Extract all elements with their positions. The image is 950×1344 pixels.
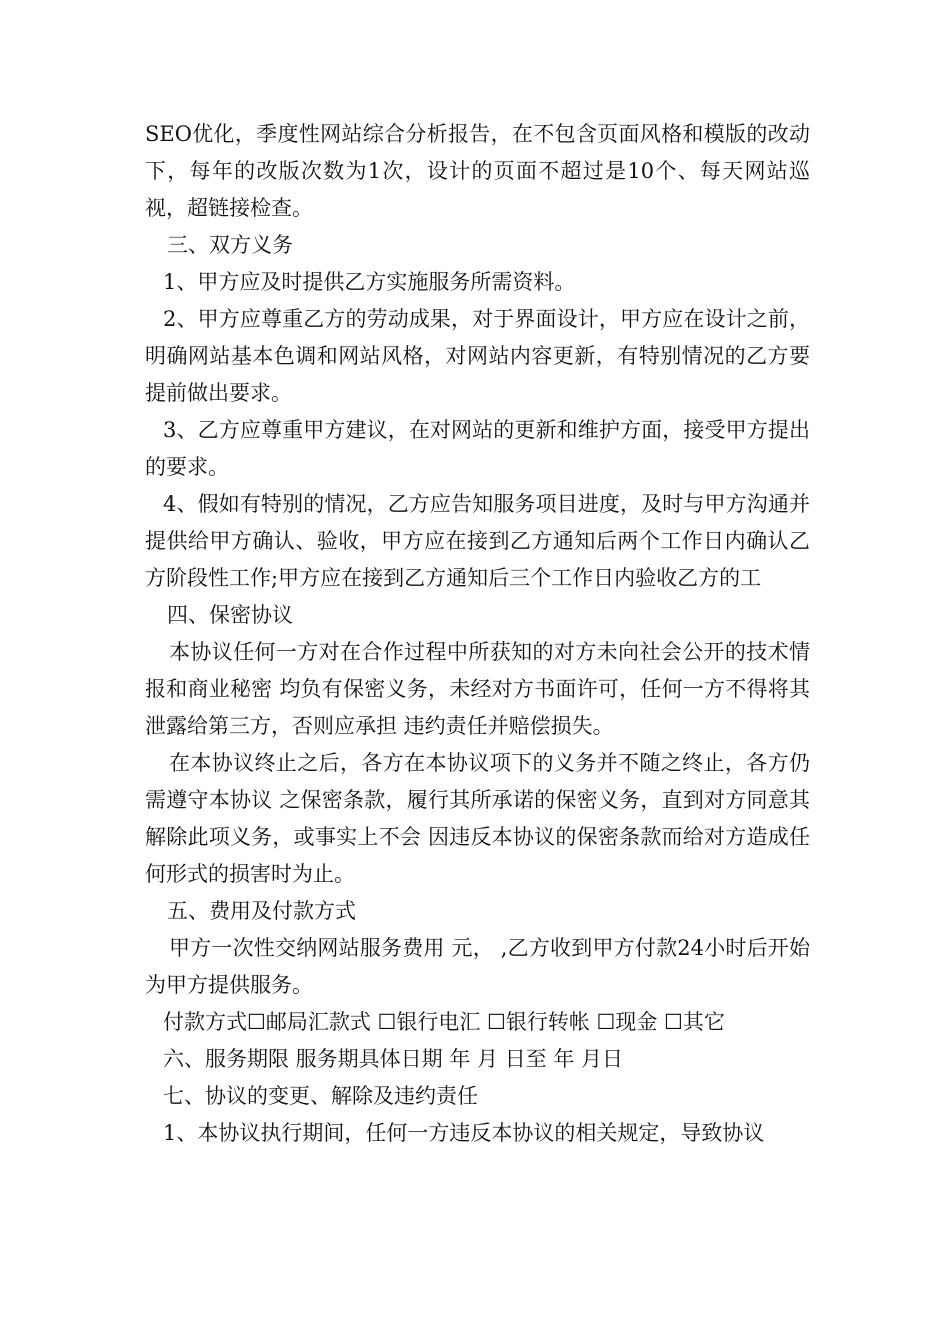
obligation-item-2: 2、甲方应尊重乙方的劳动成果，对于界面设计，甲方应在设计之前，明确网站基本色调和网站风格，对网站内容更新，有特别情况的乙方要提前做出要求。 <box>145 307 810 405</box>
heading-amendment-termination: 七、协议的变更、解除及违约责任 <box>163 1084 478 1108</box>
obligation-item-4: 4、假如有特别的情况，乙方应告知服务项目进度，及时与甲方沟通并提供给甲方确认、验收，甲方应在接到乙方通知后两个工作日内确认乙方阶段性工作;甲方应在接到乙方通知后三个工作日内验收乙方的工 <box>145 492 810 590</box>
paragraph-seo-service: SEO优化，季度性网站综合分析报告，在不包含页面风格和模版的改动下，每年的改版次数为1次，设计的页面不超过是10个、每天网站巡视，超链接检查。 <box>145 122 810 220</box>
confidentiality-paragraph-1: 本协议任何一方对在合作过程中所获知的对方未向社会公开的技术情报和商业秘密 均负有保密义务，未经对方书面许可，任何一方不得将其泄露给第三方，否则应承担 违约责任并赔偿损失。 <box>145 640 810 738</box>
obligation-item-1: 1、甲方应及时提供乙方实施服务所需资料。 <box>163 270 576 294</box>
document-body <box>145 116 810 1152</box>
heading-service-period: 六、服务期限 服务期具体日期 年 月 日至 年 月日 <box>163 1047 624 1071</box>
confidentiality-paragraph-2: 在本协议终止之后，各方在本协议项下的义务并不随之终止，各方仍需遵守本协议 之保密条款，履行其所承诺的保密义务，直到对方同意其解除此项义务，或事实上不会 因违反本协议的保密条款而给对方造成任何形式的损害时为止。 <box>145 751 810 886</box>
fees-paragraph: 甲方一次性交纳网站服务费用 元， ,乙方收到甲方付款24小时后开始为甲方提供服务。 <box>145 936 810 997</box>
heading-confidentiality: 四、保密协议 <box>167 603 293 627</box>
amendment-item-1: 1、本协议执行期间，任何一方违反本协议的相关规定，导致协议 <box>163 1121 765 1145</box>
heading-mutual-obligations: 三、双方义务 <box>167 233 293 257</box>
obligation-item-3: 3、乙方应尊重甲方建议，在对网站的更新和维护方面，接受甲方提出的要求。 <box>145 418 810 479</box>
heading-fees-payment: 五、费用及付款方式 <box>167 899 356 923</box>
payment-methods: 付款方式☐邮局汇款式 ☐银行电汇 ☐银行转帐 ☐现金 ☐其它 <box>163 1010 725 1034</box>
